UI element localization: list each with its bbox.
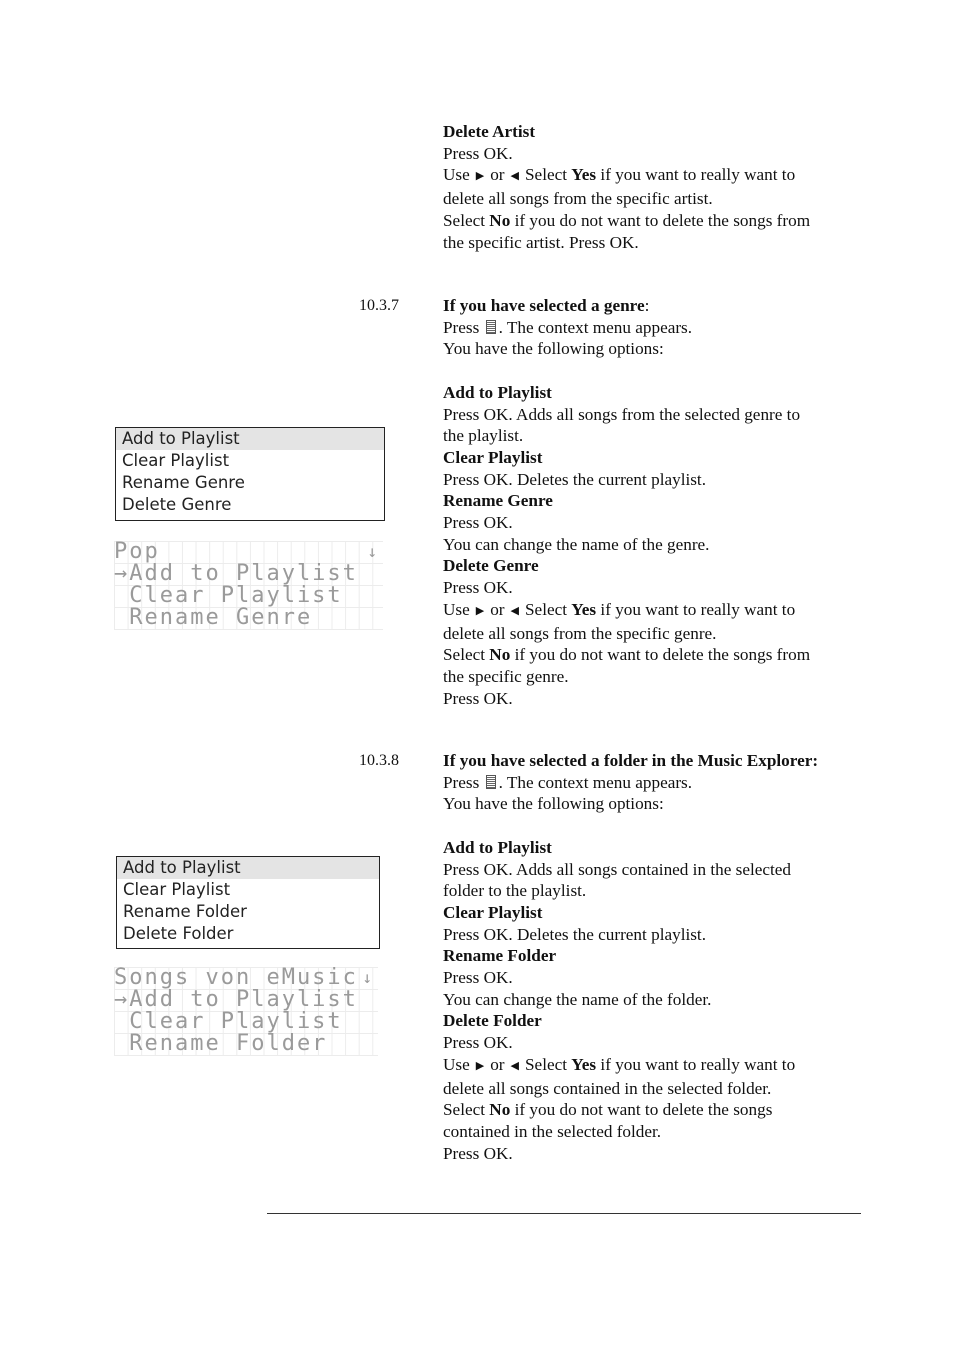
lcd-row-add: →Add to Playlist bbox=[114, 987, 358, 1012]
folder-context-menu bbox=[116, 856, 380, 949]
genre-final-press: Press OK. bbox=[443, 688, 513, 708]
genre-rename-line1: Press OK. bbox=[443, 513, 513, 533]
no-word: No bbox=[489, 210, 511, 230]
menu-item-rename-folder[interactable]: Rename Folder bbox=[123, 902, 247, 921]
select-word: Select bbox=[443, 1100, 485, 1120]
folder-press-context bbox=[443, 772, 863, 794]
genre-use-line bbox=[443, 599, 863, 623]
no-rest: if you do not want to delete the songs from bbox=[514, 210, 811, 230]
use-word: Use bbox=[443, 599, 470, 619]
genre-rename-heading: Rename Genre bbox=[443, 491, 553, 511]
menu-item-rename-genre[interactable]: Rename Genre bbox=[122, 473, 245, 492]
no-word: No bbox=[489, 645, 511, 665]
genre-add-heading: Add to Playlist bbox=[443, 382, 552, 402]
folder-final-press: Press OK. bbox=[443, 1143, 513, 1163]
menu-item-add-to-playlist[interactable]: Add to Playlist bbox=[116, 428, 384, 450]
scroll-down-icon: ↓ bbox=[367, 542, 379, 561]
folder-rename-line2: You can change the name of the folder. bbox=[443, 989, 712, 1009]
yes-rest: if you want to really want to bbox=[600, 1054, 796, 1074]
delete-artist-use-line bbox=[443, 164, 863, 188]
folder-no-line2: contained in the selected folder. bbox=[443, 1121, 662, 1141]
genre-lcd-display bbox=[114, 541, 383, 630]
context-menu-icon bbox=[486, 775, 496, 789]
spacer bbox=[443, 360, 863, 382]
right-arrow-icon: ▶ bbox=[475, 1059, 485, 1072]
folder-rename-line1: Press OK. bbox=[443, 968, 513, 988]
delete-artist-no-line2: the specific artist. Press OK. bbox=[443, 232, 639, 252]
genre-title-text: If you have selected a genre bbox=[443, 296, 645, 315]
select-word: Select bbox=[443, 645, 485, 665]
section-number-genre: 10.3.7 bbox=[359, 297, 399, 314]
no-rest: if you do not want to delete the songs bbox=[514, 1100, 773, 1120]
left-arrow-icon: ◀ bbox=[510, 170, 519, 183]
folder-options-intro: You have the following options: bbox=[443, 794, 664, 814]
folder-section-block bbox=[443, 750, 863, 1164]
genre-section-block bbox=[443, 295, 863, 709]
folder-add-line1: Press OK. Adds all songs contained in the selected bbox=[443, 859, 791, 879]
genre-section-title bbox=[443, 295, 863, 317]
genre-delete-heading: Delete Genre bbox=[443, 556, 539, 576]
delete-artist-heading: Delete Artist bbox=[443, 122, 536, 141]
yes-rest: if you want to really want to bbox=[600, 599, 796, 619]
folder-delete-heading: Delete Folder bbox=[443, 1011, 542, 1031]
select-word: Select bbox=[525, 599, 567, 619]
spacer bbox=[443, 815, 863, 837]
genre-clear-heading: Clear Playlist bbox=[443, 447, 543, 467]
or-word: or bbox=[490, 1054, 505, 1074]
folder-no-line bbox=[443, 1099, 863, 1121]
context-text: . The context menu appears. bbox=[498, 317, 693, 337]
left-arrow-icon: ◀ bbox=[510, 604, 519, 617]
select-word: Select bbox=[443, 210, 485, 230]
folder-use-line bbox=[443, 1054, 863, 1078]
lcd-row-clear: Clear Playlist bbox=[114, 583, 343, 608]
yes-rest: if you want to really want to bbox=[600, 165, 796, 185]
genre-add-line2: the playlist. bbox=[443, 426, 524, 446]
folder-rename-heading: Rename Folder bbox=[443, 946, 557, 966]
no-rest: if you do not want to delete the songs from bbox=[514, 645, 811, 665]
menu-item-add-to-playlist[interactable]: Add to Playlist bbox=[117, 857, 379, 879]
genre-rename-line2: You can change the name of the genre. bbox=[443, 534, 710, 554]
delete-artist-no-line bbox=[443, 210, 863, 232]
or-word: or bbox=[490, 165, 505, 185]
left-arrow-icon: ◀ bbox=[510, 1059, 519, 1072]
delete-artist-block bbox=[443, 121, 863, 253]
menu-item-clear-playlist[interactable]: Clear Playlist bbox=[123, 880, 231, 899]
folder-delete-line1: Press OK. bbox=[443, 1033, 513, 1053]
menu-item-clear-playlist[interactable]: Clear Playlist bbox=[122, 451, 230, 470]
delete-artist-press-ok: Press OK. bbox=[443, 143, 513, 163]
genre-options-intro: You have the following options: bbox=[443, 339, 664, 359]
press-word: Press bbox=[443, 772, 480, 792]
footer-rule bbox=[267, 1213, 861, 1214]
context-menu-icon bbox=[486, 320, 496, 334]
genre-clear-line: Press OK. Deletes the current playlist. bbox=[443, 469, 706, 489]
genre-add-line1: Press OK. Adds all songs from the selected genre to bbox=[443, 404, 801, 424]
yes-word: Yes bbox=[571, 165, 597, 185]
no-word: No bbox=[489, 1100, 511, 1120]
delete-artist-yes-line2: delete all songs from the specific artist. bbox=[443, 189, 713, 209]
use-word: Use bbox=[443, 1054, 470, 1074]
select-word: Select bbox=[525, 165, 567, 185]
genre-delete-line1: Press OK. bbox=[443, 578, 513, 598]
right-arrow-icon: ▶ bbox=[475, 170, 485, 183]
folder-yes-line2: delete all songs contained in the selected folder. bbox=[443, 1078, 772, 1098]
folder-add-heading: Add to Playlist bbox=[443, 837, 552, 857]
folder-clear-heading: Clear Playlist bbox=[443, 902, 543, 922]
folder-add-line2: folder to the playlist. bbox=[443, 881, 587, 901]
select-word: Select bbox=[525, 1054, 567, 1074]
menu-item-delete-folder[interactable]: Delete Folder bbox=[123, 924, 234, 943]
lcd-row-title bbox=[114, 967, 378, 989]
genre-no-line bbox=[443, 644, 863, 666]
or-word: or bbox=[490, 599, 505, 619]
scroll-down-icon: ↓ bbox=[362, 968, 374, 987]
yes-word: Yes bbox=[571, 599, 597, 619]
yes-word: Yes bbox=[571, 1054, 597, 1074]
lcd-row-rename: Rename Folder bbox=[114, 1031, 328, 1056]
lcd-title: Songs von eMusic bbox=[114, 965, 358, 990]
lcd-row-add: →Add to Playlist bbox=[114, 561, 358, 586]
lcd-row-rename: Rename Genre bbox=[114, 605, 313, 630]
folder-lcd-display bbox=[114, 967, 378, 1056]
lcd-title: Pop bbox=[114, 539, 160, 564]
genre-title-colon: : bbox=[644, 296, 650, 315]
genre-no-line2: the specific genre. bbox=[443, 666, 569, 686]
genre-press-context bbox=[443, 317, 863, 339]
folder-section-title: If you have selected a folder in the Music Explorer: bbox=[443, 751, 819, 770]
lcd-row-title bbox=[114, 541, 383, 563]
use-word: Use bbox=[443, 165, 470, 185]
folder-clear-line: Press OK. Deletes the current playlist. bbox=[443, 924, 706, 944]
press-word: Press bbox=[443, 317, 480, 337]
lcd-row-clear: Clear Playlist bbox=[114, 1009, 343, 1034]
context-text: . The context menu appears. bbox=[498, 772, 693, 792]
right-arrow-icon: ▶ bbox=[475, 604, 485, 617]
genre-context-menu bbox=[115, 427, 385, 521]
genre-yes-line2: delete all songs from the specific genre. bbox=[443, 623, 717, 643]
menu-item-delete-genre[interactable]: Delete Genre bbox=[122, 495, 232, 514]
section-number-folder: 10.3.8 bbox=[359, 752, 399, 769]
